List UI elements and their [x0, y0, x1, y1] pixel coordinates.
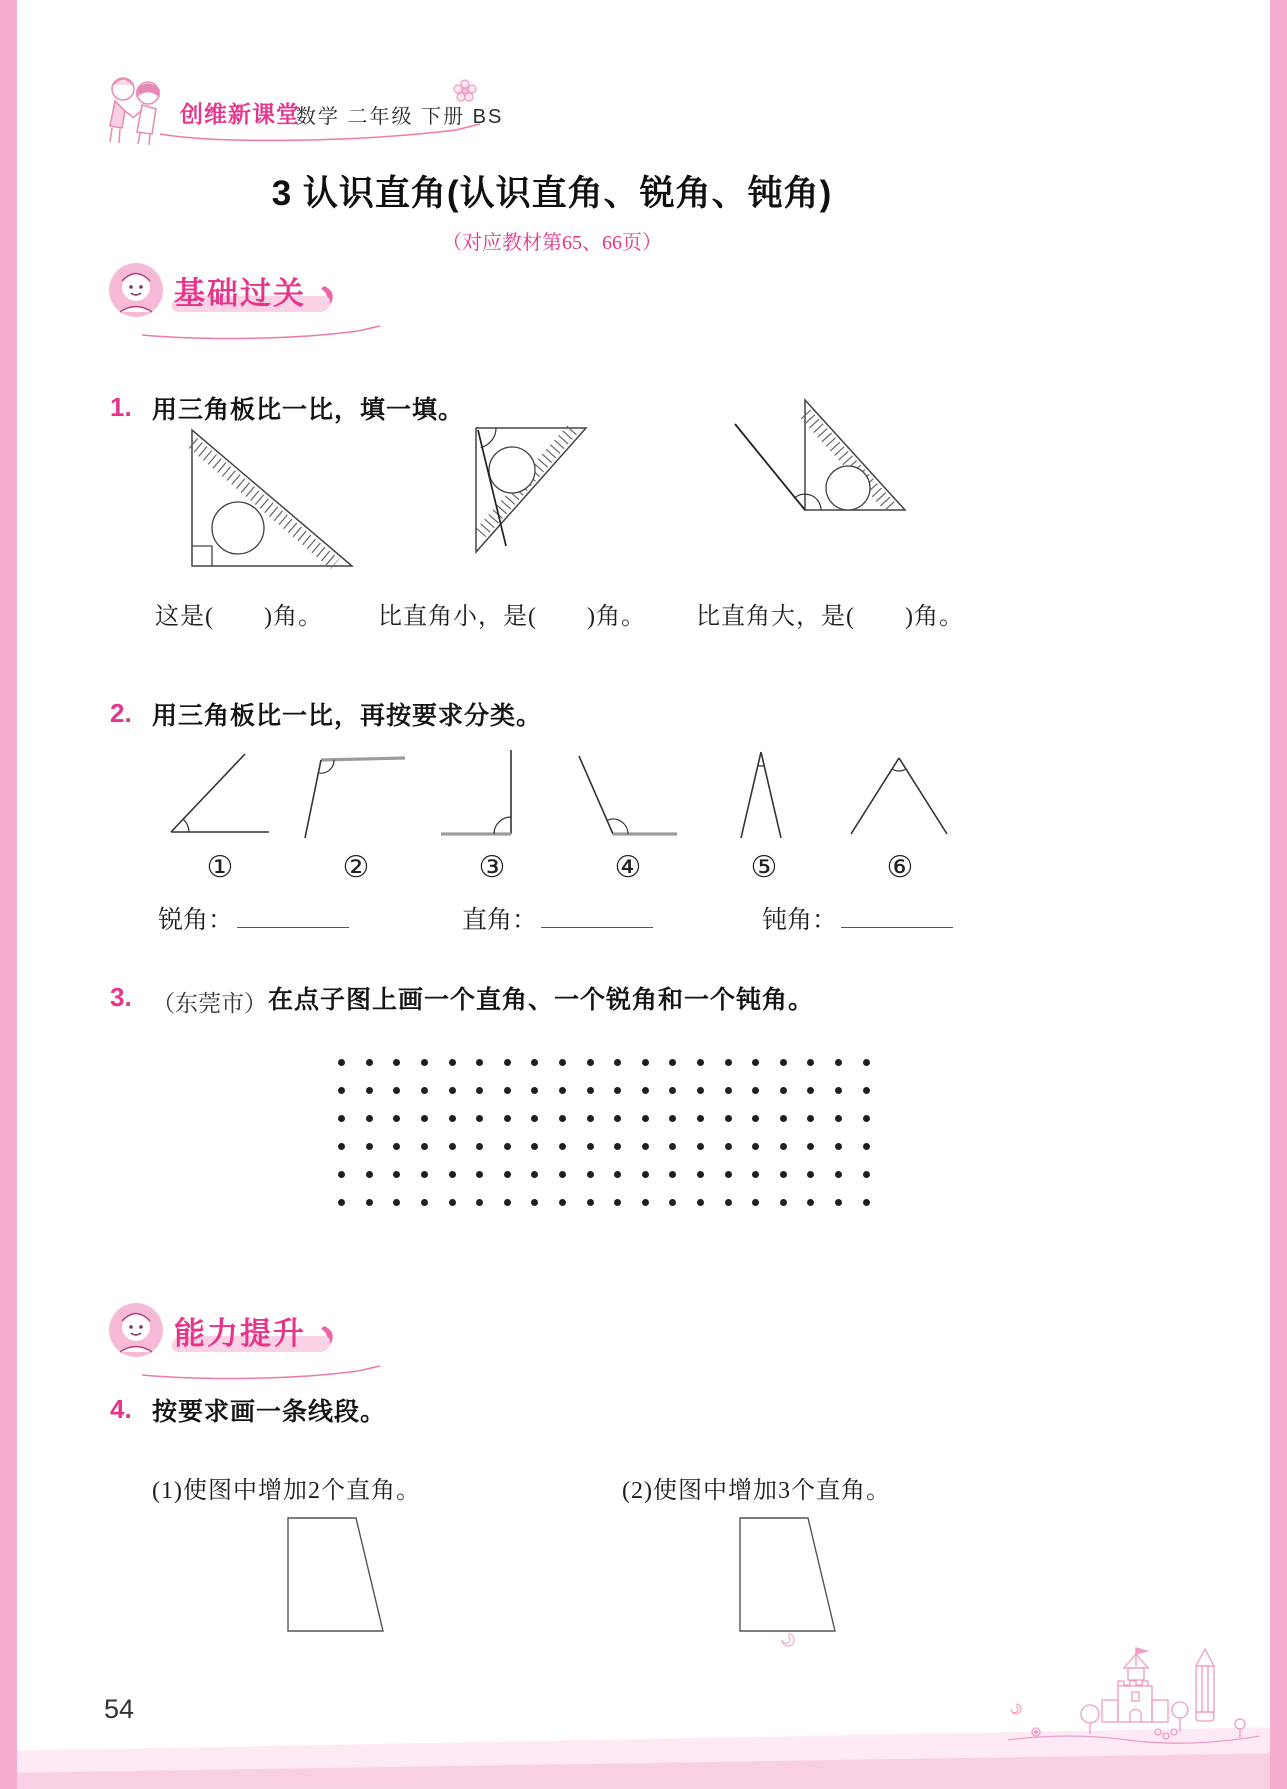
grid-dot	[393, 1199, 400, 1206]
grid-dot	[587, 1199, 594, 1206]
grid-dot	[697, 1087, 704, 1094]
right-edge-strip	[1270, 0, 1287, 1789]
narrow-acute-angle-icon	[709, 746, 819, 846]
q3-source: （东莞市）	[152, 991, 267, 1016]
grid-dot	[835, 1087, 842, 1094]
q1-blank-2: 比直角小，是( )角。	[378, 604, 646, 630]
q4-text: 按要求画一条线段。	[152, 1398, 387, 1426]
grid-dot	[559, 1171, 566, 1178]
grid-dot	[504, 1059, 511, 1066]
figure-label: ②	[342, 851, 370, 884]
grid-dot	[835, 1171, 842, 1178]
angle-figure-5	[704, 746, 824, 885]
grid-dot	[421, 1115, 428, 1122]
angle-figures-row	[160, 746, 960, 885]
grid-dot	[531, 1059, 538, 1066]
acute-angle-icon	[165, 746, 275, 846]
grid-dot	[725, 1199, 732, 1206]
grid-dot	[587, 1059, 594, 1066]
grid-dot	[449, 1059, 456, 1066]
grid-dot	[863, 1171, 870, 1178]
page-number: 54	[104, 1694, 135, 1724]
grid-dot	[449, 1199, 456, 1206]
q4-part-1: (1)使图中增加2个直角。	[152, 1478, 421, 1504]
grid-dot	[338, 1087, 345, 1094]
grid-dot	[504, 1115, 511, 1122]
grid-dot	[725, 1115, 732, 1122]
angle-figure-4	[568, 746, 688, 885]
page-subtitle: （对应教材第65、66页）	[442, 232, 662, 254]
grid-dot	[807, 1171, 814, 1178]
figure-label: ①	[206, 851, 234, 884]
grid-dot	[421, 1087, 428, 1094]
grid-dot	[338, 1059, 345, 1066]
trapezoid-figure-2	[732, 1514, 852, 1636]
grid-dot	[393, 1115, 400, 1122]
grid-dot	[393, 1171, 400, 1178]
grid-dot	[725, 1059, 732, 1066]
grid-dot	[669, 1115, 676, 1122]
grid-dot	[366, 1115, 373, 1122]
category-acute	[158, 900, 349, 936]
grid-dot	[642, 1143, 649, 1150]
category-label: 锐角：	[158, 907, 234, 934]
grid-dot	[863, 1199, 870, 1206]
grid-dot	[697, 1059, 704, 1066]
right-angle-icon	[437, 746, 547, 846]
grid-dot	[366, 1059, 373, 1066]
grid-dot	[449, 1143, 456, 1150]
grid-dot	[642, 1199, 649, 1206]
grid-dot	[587, 1143, 594, 1150]
book-meta: 数学 二年级 下册 BS	[296, 106, 504, 128]
grid-dot	[642, 1059, 649, 1066]
grid-dot	[366, 1199, 373, 1206]
grid-dot	[559, 1143, 566, 1150]
brand-title: 创维新课堂	[180, 101, 300, 127]
grid-dot	[863, 1143, 870, 1150]
grid-dot	[835, 1199, 842, 1206]
grid-dot	[752, 1143, 759, 1150]
grid-dot	[807, 1087, 814, 1094]
grid-dot	[697, 1171, 704, 1178]
grid-dot	[476, 1199, 483, 1206]
grid-dot	[338, 1143, 345, 1150]
kid-face-icon	[106, 260, 166, 320]
grid-dot	[835, 1115, 842, 1122]
grid-dot	[835, 1143, 842, 1150]
grid-dot	[393, 1059, 400, 1066]
q4-part-2: (2)使图中增加3个直角。	[622, 1478, 891, 1504]
grid-dot	[559, 1115, 566, 1122]
castle-pencil-trees-art	[1008, 1644, 1260, 1749]
figure-label: ④	[614, 851, 642, 884]
q4-number: 4.	[110, 1394, 132, 1424]
grid-dot	[614, 1143, 621, 1150]
grid-dot	[476, 1059, 483, 1066]
answer-line	[841, 907, 953, 928]
grid-dot	[752, 1199, 759, 1206]
q3-text: 在点子图上画一个直角、一个锐角和一个钝角。	[268, 986, 815, 1014]
grid-dot	[421, 1199, 428, 1206]
set-square-obtuse-angle	[733, 398, 913, 523]
header-swoosh	[158, 120, 488, 146]
angle-figure-6	[840, 746, 960, 885]
grid-dot	[559, 1087, 566, 1094]
grid-dot	[697, 1199, 704, 1206]
grid-dot	[780, 1199, 787, 1206]
grid-dot	[725, 1143, 732, 1150]
grid-dot	[366, 1143, 373, 1150]
category-label: 直角：	[462, 907, 538, 934]
q1-blank-3: 比直角大，是( )角。	[696, 604, 964, 630]
grid-dot	[421, 1059, 428, 1066]
wide-angle-icon	[845, 746, 955, 846]
grid-dot	[752, 1171, 759, 1178]
grid-dot	[531, 1143, 538, 1150]
grid-dot	[669, 1087, 676, 1094]
answer-line	[541, 907, 653, 928]
grid-dot	[669, 1143, 676, 1150]
grid-dot	[504, 1199, 511, 1206]
swirl-doodle-icon	[780, 1632, 796, 1648]
grid-dot	[752, 1115, 759, 1122]
grid-dot	[449, 1115, 456, 1122]
category-label: 钝角：	[762, 907, 838, 934]
grid-dot	[614, 1199, 621, 1206]
grid-dot	[669, 1199, 676, 1206]
grid-dot	[780, 1087, 787, 1094]
grid-dot	[504, 1171, 511, 1178]
grid-dot	[807, 1059, 814, 1066]
grid-dot	[807, 1143, 814, 1150]
grid-dot	[807, 1199, 814, 1206]
q3-number: 3.	[110, 982, 132, 1012]
set-square-acute-angle	[472, 424, 592, 558]
grid-dot	[393, 1143, 400, 1150]
figure-label: ⑥	[886, 851, 914, 884]
grid-dot	[421, 1143, 428, 1150]
left-edge-strip	[0, 0, 17, 1789]
grid-dot	[642, 1115, 649, 1122]
obtuse-angle-icon	[573, 746, 683, 846]
grid-dot	[476, 1087, 483, 1094]
section-underline	[140, 1364, 390, 1382]
grid-dot	[697, 1143, 704, 1150]
q2-number: 2.	[110, 698, 132, 728]
grid-dot	[531, 1199, 538, 1206]
section-basic-label: 基础过关	[174, 276, 306, 311]
grid-dot	[338, 1115, 345, 1122]
grid-dot	[504, 1143, 511, 1150]
figure-label: ③	[478, 851, 506, 884]
page-title: 3 认识直角(认识直角、锐角、钝角)	[271, 174, 833, 213]
grid-dot	[780, 1059, 787, 1066]
category-right	[462, 900, 653, 936]
q1-text: 用三角板比一比，填一填。	[152, 396, 465, 424]
grid-dot	[393, 1087, 400, 1094]
grid-dot	[366, 1171, 373, 1178]
grid-dot	[559, 1059, 566, 1066]
category-obtuse	[762, 900, 953, 936]
grid-dot	[780, 1115, 787, 1122]
set-square-right-angle	[186, 428, 356, 573]
grid-dot	[587, 1087, 594, 1094]
dot-grid	[328, 1048, 880, 1216]
grid-dot	[614, 1059, 621, 1066]
grid-dot	[780, 1171, 787, 1178]
section-underline	[140, 324, 390, 342]
grid-dot	[504, 1087, 511, 1094]
grid-dot	[531, 1171, 538, 1178]
q1-number: 1.	[110, 392, 132, 422]
grid-dot	[338, 1171, 345, 1178]
grid-dot	[587, 1171, 594, 1178]
angle-figure-2	[296, 746, 416, 885]
grid-dot	[863, 1087, 870, 1094]
grid-dot	[531, 1115, 538, 1122]
angle-figure-1	[160, 746, 280, 885]
grid-dot	[531, 1087, 538, 1094]
grid-dot	[476, 1143, 483, 1150]
grid-dot	[642, 1171, 649, 1178]
grid-dot	[614, 1171, 621, 1178]
grid-dot	[835, 1059, 842, 1066]
angle-figure-3	[432, 746, 552, 885]
grid-dot	[476, 1115, 483, 1122]
grid-dot	[642, 1087, 649, 1094]
q2-text: 用三角板比一比，再按要求分类。	[152, 702, 543, 730]
flower-icon	[452, 78, 478, 104]
grid-dot	[476, 1171, 483, 1178]
grid-dot	[449, 1171, 456, 1178]
grid-dot	[338, 1199, 345, 1206]
figure-label: ⑤	[750, 851, 778, 884]
q1-blank-1: 这是( )角。	[155, 604, 323, 630]
grid-dot	[366, 1087, 373, 1094]
grid-dot	[614, 1087, 621, 1094]
grid-dot	[697, 1115, 704, 1122]
grid-dot	[421, 1171, 428, 1178]
grid-dot	[614, 1115, 621, 1122]
grid-dot	[449, 1087, 456, 1094]
grid-dot	[669, 1059, 676, 1066]
grid-dot	[587, 1115, 594, 1122]
grid-dot	[669, 1171, 676, 1178]
trapezoid-figure-1	[280, 1514, 400, 1636]
answer-line	[237, 907, 349, 928]
section-advanced-label: 能力提升	[174, 1316, 306, 1351]
kid-face-icon	[106, 1300, 166, 1360]
grid-dot	[725, 1171, 732, 1178]
grid-dot	[752, 1059, 759, 1066]
grid-dot	[863, 1115, 870, 1122]
grid-dot	[780, 1143, 787, 1150]
grid-dot	[752, 1087, 759, 1094]
grid-dot	[863, 1059, 870, 1066]
grid-dot	[559, 1199, 566, 1206]
grid-dot	[725, 1087, 732, 1094]
obtuse-angle-icon	[301, 746, 411, 846]
grid-dot	[807, 1115, 814, 1122]
